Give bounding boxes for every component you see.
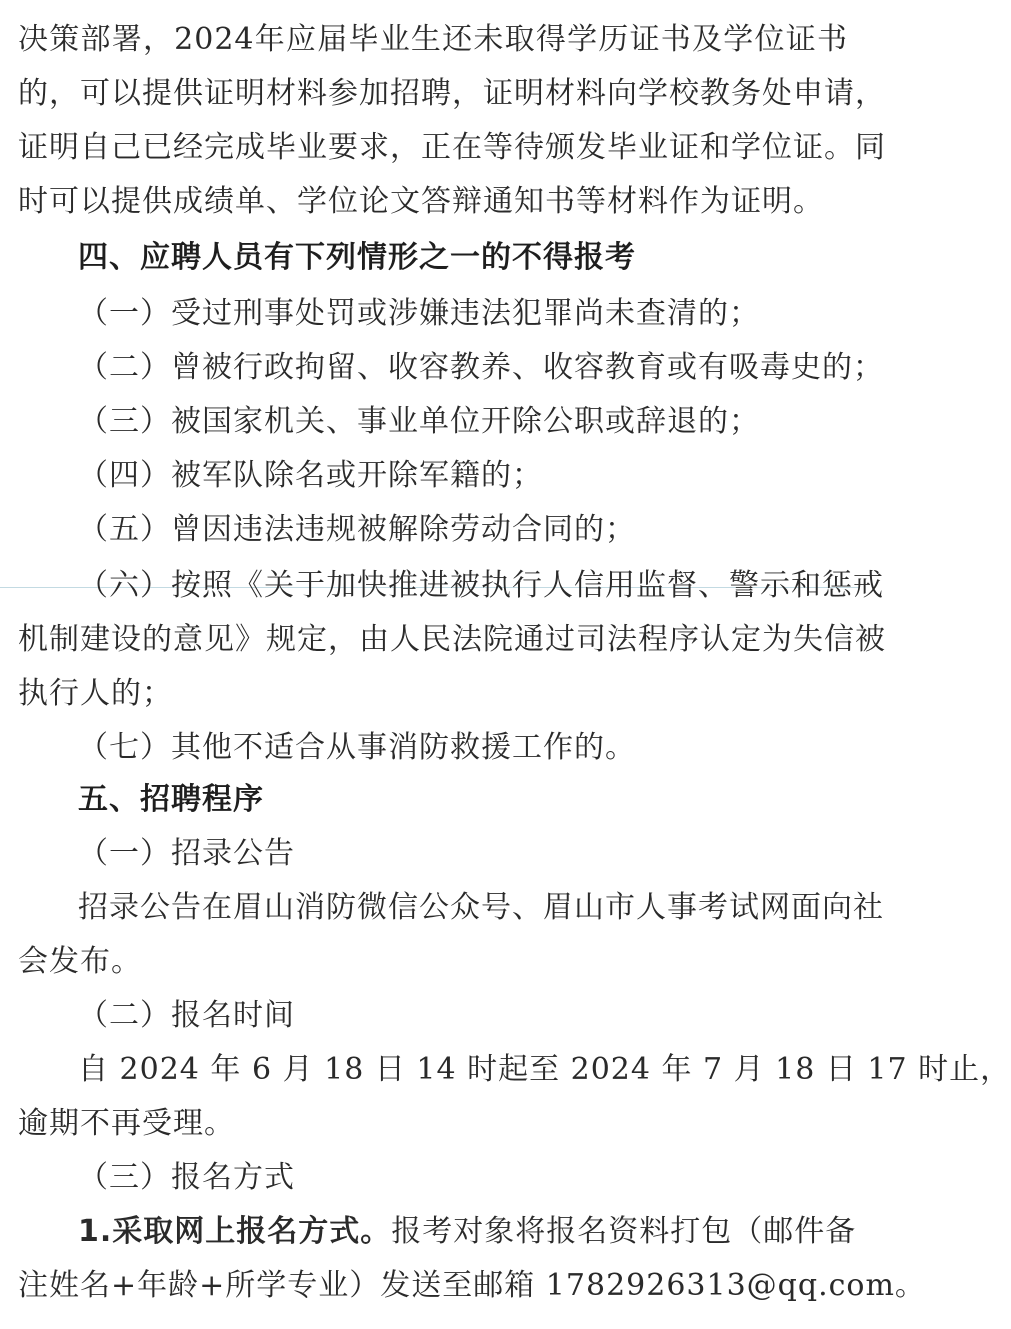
- section-heading-5: 五、招聘程序: [78, 782, 264, 817]
- paragraph-line: 决策部署，2024年应届毕业生还未取得学历证书及学位证书: [18, 22, 848, 57]
- subsection-title: （二）报名时间: [78, 998, 295, 1033]
- paragraph-line: 招录公告在眉山消防微信公众号、眉山市人事考试网面向社: [78, 890, 884, 925]
- method-bold-label: 1.采取网上报名方式。: [78, 1214, 392, 1249]
- list-item-continued: 执行人的；: [18, 676, 173, 711]
- subsection-title: （一）招录公告: [78, 836, 295, 871]
- method-line-2: 注姓名+年龄+所学专业）发送至邮箱 1782926313@qq.com。: [18, 1268, 926, 1303]
- list-item: （四）被军队除名或开除军籍的；: [78, 458, 543, 493]
- paragraph-line: 会发布。: [18, 944, 142, 979]
- method-text: 报考对象将报名资料打包（邮件备: [391, 1214, 857, 1249]
- list-item: （一）受过刑事处罚或涉嫌违法犯罪尚未查清的；: [78, 296, 760, 331]
- section-heading-4: 四、应聘人员有下列情形之一的不得报考: [78, 240, 636, 275]
- list-item-continued: 机制建设的意见》规定，由人民法院通过司法程序认定为失信被: [18, 622, 886, 657]
- paragraph-line: 时可以提供成绩单、学位论文答辩通知书等材料作为证明。: [18, 184, 824, 219]
- paragraph-line: 证明自己已经完成毕业要求，正在等待颁发毕业证和学位证。同: [18, 130, 886, 165]
- list-item: （二）曾被行政拘留、收容教养、收容教育或有吸毒史的；: [78, 350, 884, 385]
- paragraph-line: 逾期不再受理。: [18, 1106, 235, 1141]
- list-item: （六）按照《关于加快推进被执行人信用监督、警示和惩戒: [78, 568, 884, 603]
- method-line: [78, 1206, 857, 1258]
- paragraph-line: 的，可以提供证明材料参加招聘，证明材料向学校教务处申请，: [18, 76, 886, 111]
- list-item: （三）被国家机关、事业单位开除公职或辞退的；: [78, 404, 760, 439]
- list-item: （五）曾因违法违规被解除劳动合同的；: [78, 512, 636, 547]
- paragraph-line: 自 2024 年 6 月 18 日 14 时起至 2024 年 7 月 18 日 17 时止，: [78, 1052, 1011, 1087]
- list-item: （七）其他不适合从事消防救援工作的。: [78, 730, 636, 765]
- subsection-title: （三）报名方式: [78, 1160, 295, 1195]
